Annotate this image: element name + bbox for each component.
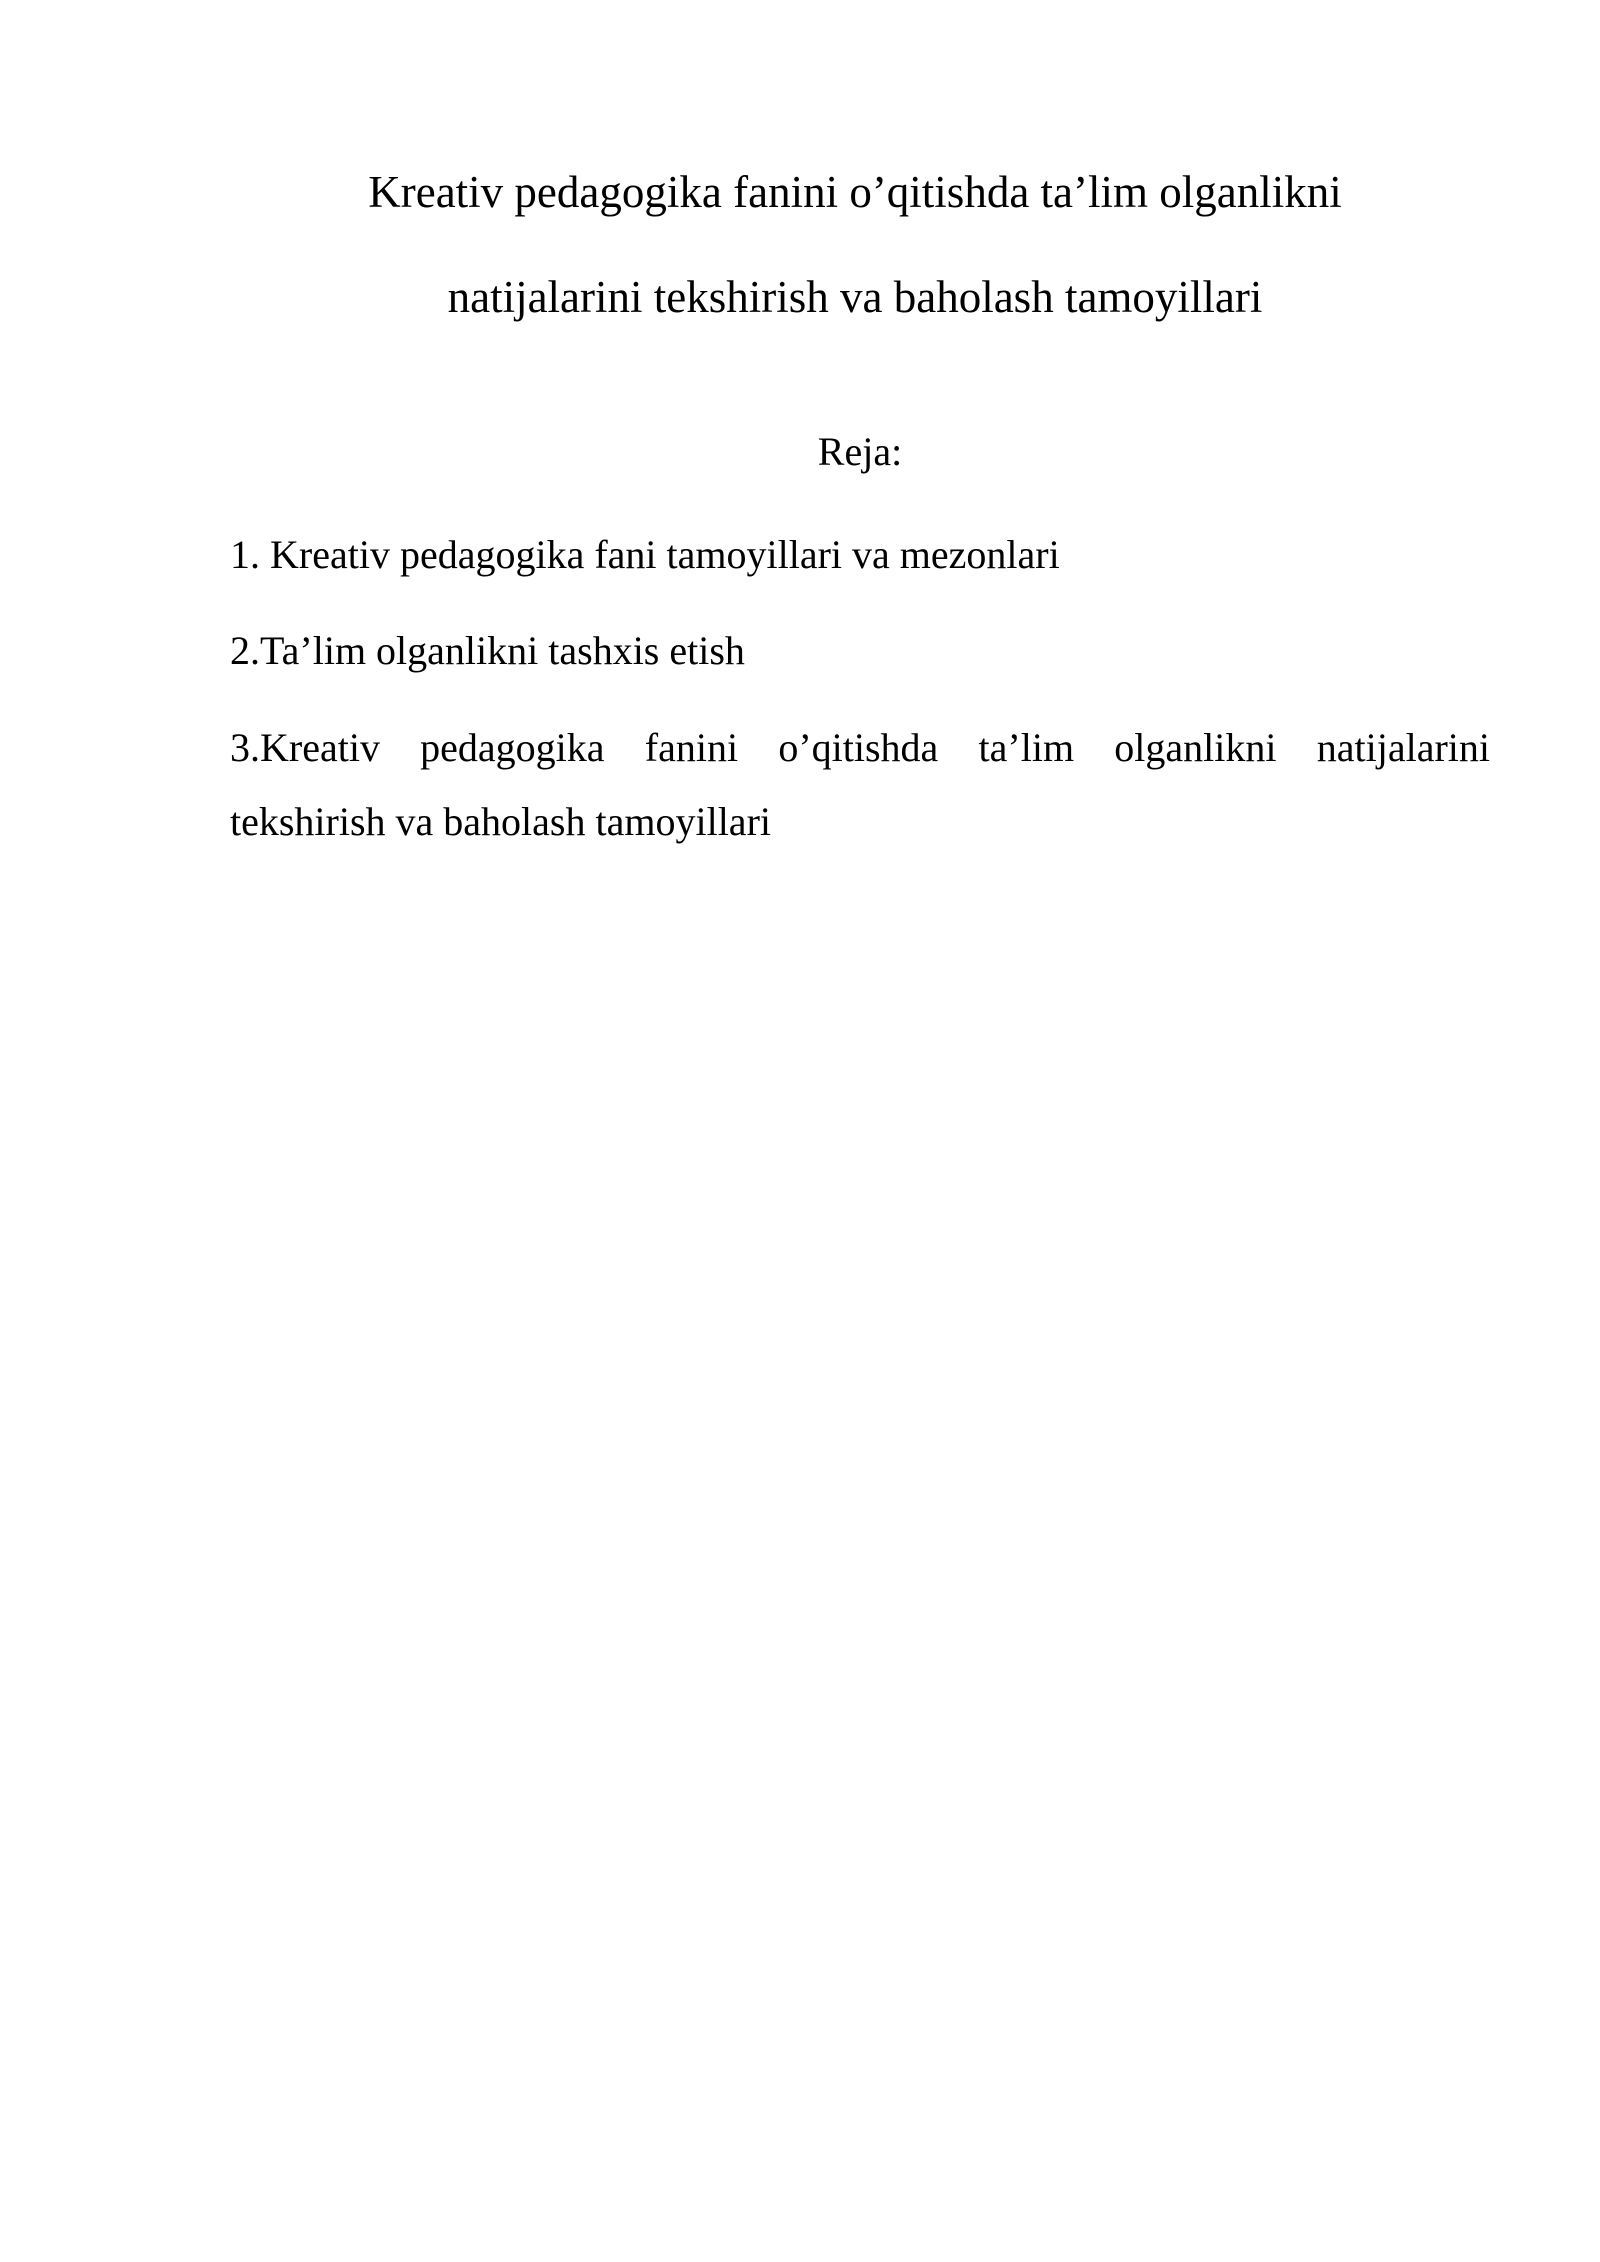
plan-item-1: 1. Kreativ pedagogika fani tamoyillari va mezonlari	[230, 532, 1060, 577]
plan-heading: Reja:	[817, 429, 903, 474]
plan-item-3-line-2: tekshirish va baholash tamoyillari	[230, 799, 771, 844]
plan-item-3	[230, 711, 1490, 859]
plan-list	[230, 518, 1490, 859]
document-title	[230, 140, 1480, 350]
title-line-2: natijalarini tekshirish va baholash tamoyillari	[447, 272, 1263, 322]
title-line-1: Kreativ pedagogika fanini o’qitishda ta’lim olganlikni	[368, 167, 1342, 217]
plan-item-3-line-1: 3.Kreativ pedagogika fanini o’qitishda ta’lim olganlikni natijalarini	[230, 725, 1490, 770]
plan-item-2: 2.Ta’lim olganlikni tashxis etish	[230, 628, 745, 673]
